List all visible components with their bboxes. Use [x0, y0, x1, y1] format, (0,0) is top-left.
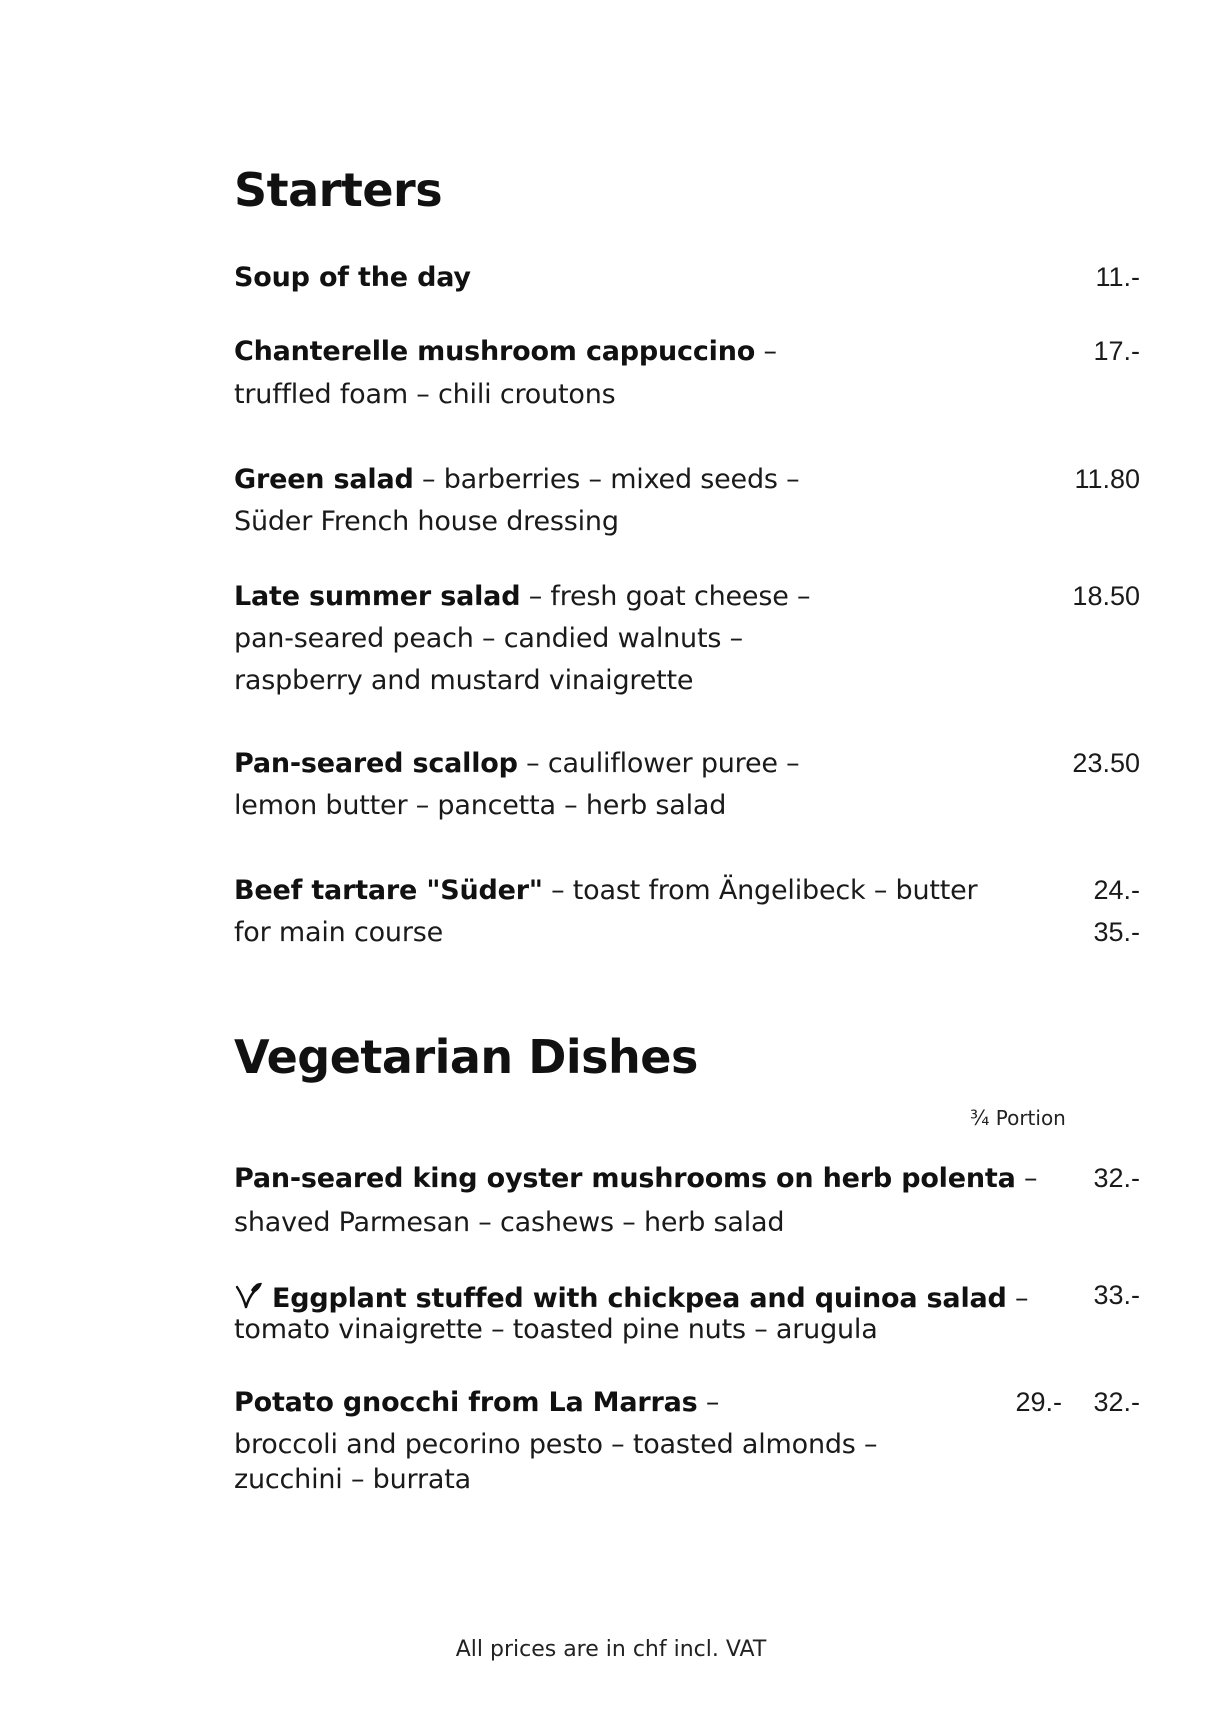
price: 32.- — [1093, 1163, 1140, 1193]
menu-item-scallop — [234, 750, 800, 777]
dish-name: Late summer salad — [234, 581, 521, 612]
price: 23.50 — [1072, 748, 1140, 778]
dish-name: Chanterelle mushroom cappuccino — [234, 336, 756, 367]
dish-description: – fresh goat cheese – — [520, 581, 811, 612]
dish-description: – toast from Ängelibeck – butter — [542, 875, 978, 906]
menu-item-green-salad — [234, 466, 799, 493]
dish-description-line: Süder French house dressing — [234, 506, 619, 537]
price: 11.80 — [1074, 464, 1140, 494]
dish-description: – — [697, 1387, 720, 1418]
dish-description-line: zucchini – burrata — [234, 1464, 471, 1495]
vegan-leaf-icon — [234, 1280, 264, 1310]
dish-description-line: broccoli and pecorino pesto – toasted almonds – — [234, 1429, 878, 1460]
dish-description: – — [1015, 1163, 1038, 1194]
dish-name: Green salad — [234, 464, 414, 495]
dish-description-line: raspberry and mustard vinaigrette — [234, 665, 694, 696]
dish-name: Potato gnocchi from La Marras — [234, 1387, 698, 1418]
dish-description-line: truffled foam – chili croutons — [234, 379, 616, 410]
price: 32.- — [1093, 1387, 1140, 1417]
dish-name: Eggplant stuffed with chickpea and quinoa salad — [272, 1283, 1007, 1314]
dish-name: Soup of the day — [234, 262, 471, 293]
menu-item-gnocchi — [234, 1389, 719, 1416]
dish-description: – — [1006, 1283, 1029, 1314]
vegetarian-heading: Vegetarian Dishes — [234, 1030, 698, 1084]
dish-name: Beef tartare "Süder" — [234, 875, 543, 906]
dish-description: – cauliflower puree – — [517, 748, 800, 779]
price: 18.50 — [1072, 581, 1140, 611]
dish-description: – — [755, 336, 777, 367]
price: 33.- — [1093, 1280, 1140, 1310]
dish-name: Pan-seared scallop — [234, 748, 518, 779]
price: 17.- — [1093, 336, 1140, 366]
dish-description-line: lemon butter – pancetta – herb salad — [234, 790, 727, 821]
price: 24.- — [1093, 875, 1140, 905]
price-portion: 29.- — [1015, 1387, 1062, 1417]
dish-description-line: pan-seared peach – candied walnuts – — [234, 623, 743, 654]
menu-item-soup — [234, 264, 471, 291]
dish-description: – barberries – mixed seeds – — [413, 464, 800, 495]
price-note-footer: All prices are in chf incl. VAT — [455, 1637, 767, 1662]
dish-name: Pan-seared king oyster mushrooms on herb polenta — [234, 1163, 1016, 1194]
menu-item-late-summer-salad — [234, 583, 810, 610]
price: 11.- — [1095, 262, 1140, 292]
menu-item-beef-tartare — [234, 877, 977, 904]
portion-column-label: ¾ Portion — [970, 1106, 1066, 1130]
dish-description-line: for main course — [234, 917, 444, 948]
menu-item-eggplant — [234, 1280, 1028, 1312]
dish-description-line: tomato vinaigrette – toasted pine nuts – arugula — [234, 1314, 878, 1345]
starters-heading: Starters — [234, 163, 443, 217]
dish-description-line: shaved Parmesan – cashews – herb salad — [234, 1207, 785, 1238]
price-main-course: 35.- — [1093, 917, 1140, 947]
menu-item-chanterelle — [234, 338, 777, 365]
menu-item-king-oyster — [234, 1165, 1037, 1192]
